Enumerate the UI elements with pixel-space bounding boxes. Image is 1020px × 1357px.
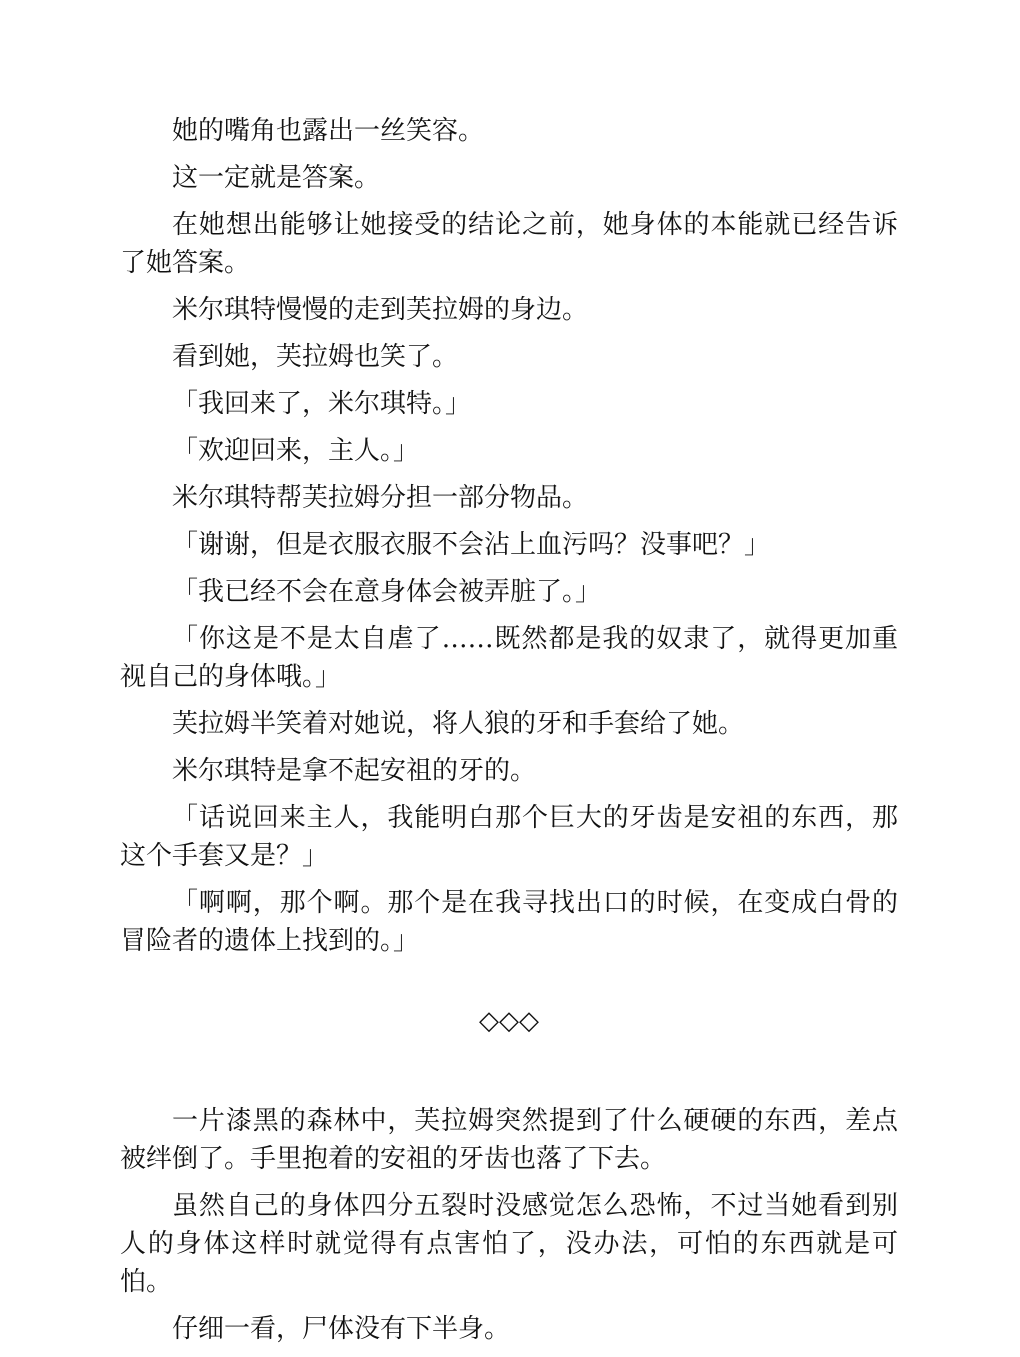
- section-separator: ◇◇◇: [479, 1006, 539, 1036]
- dialogue-line: 「你这是不是太自虐了……既然都是我的奴隶了，就得更加重视自己的身体哦。」: [120, 624, 898, 692]
- paragraph: 芙拉姆半笑着对她说，将人狼的牙和手套给了她。: [172, 709, 745, 739]
- dialogue-line: 「啊啊，那个啊。那个是在我寻找出口的时候，在变成白骨的冒险者的遗体上找到的。」: [120, 888, 898, 956]
- paragraph: 这一定就是答案。: [172, 163, 381, 193]
- paragraph: 米尔琪特帮芙拉姆分担一部分物品。: [172, 483, 589, 513]
- dialogue-line: 「话说回来主人，我能明白那个巨大的牙齿是安祖的东西，那这个手套又是？」: [120, 803, 898, 871]
- dialogue-line: 「我已经不会在意身体会被弄脏了。」: [172, 577, 602, 607]
- paragraph: 仔细一看，尸体没有下半身。: [172, 1314, 511, 1344]
- paragraph: 一片漆黑的森林中，芙拉姆突然提到了什么硬硬的东西，差点被绊倒了。手里抱着的安祖的牙齿也落了下去。: [120, 1106, 898, 1174]
- dialogue-line: 「谢谢，但是衣服衣服不会沾上血污吗？没事吧？」: [172, 530, 771, 560]
- paragraph: 看到她，芙拉姆也笑了。: [172, 342, 459, 372]
- paragraph: 米尔琪特慢慢的走到芙拉姆的身边。: [172, 295, 589, 325]
- paragraph: 在她想出能够让她接受的结论之前，她身体的本能就已经告诉了她答案。: [120, 210, 898, 278]
- paragraph: 米尔琪特是拿不起安祖的牙的。: [172, 756, 537, 786]
- document-body: [120, 112, 898, 1357]
- paragraph: 虽然自己的身体四分五裂时没感觉怎么恐怖，不过当她看到别人的身体这样时就觉得有点害怕了，没办法，可怕的东西就是可怕。: [120, 1191, 898, 1297]
- dialogue-line: 「我回来了，米尔琪特。」: [172, 389, 472, 419]
- dialogue-line: 「欢迎回来，主人。」: [172, 436, 420, 466]
- paragraph: 她的嘴角也露出一丝笑容。: [172, 116, 485, 146]
